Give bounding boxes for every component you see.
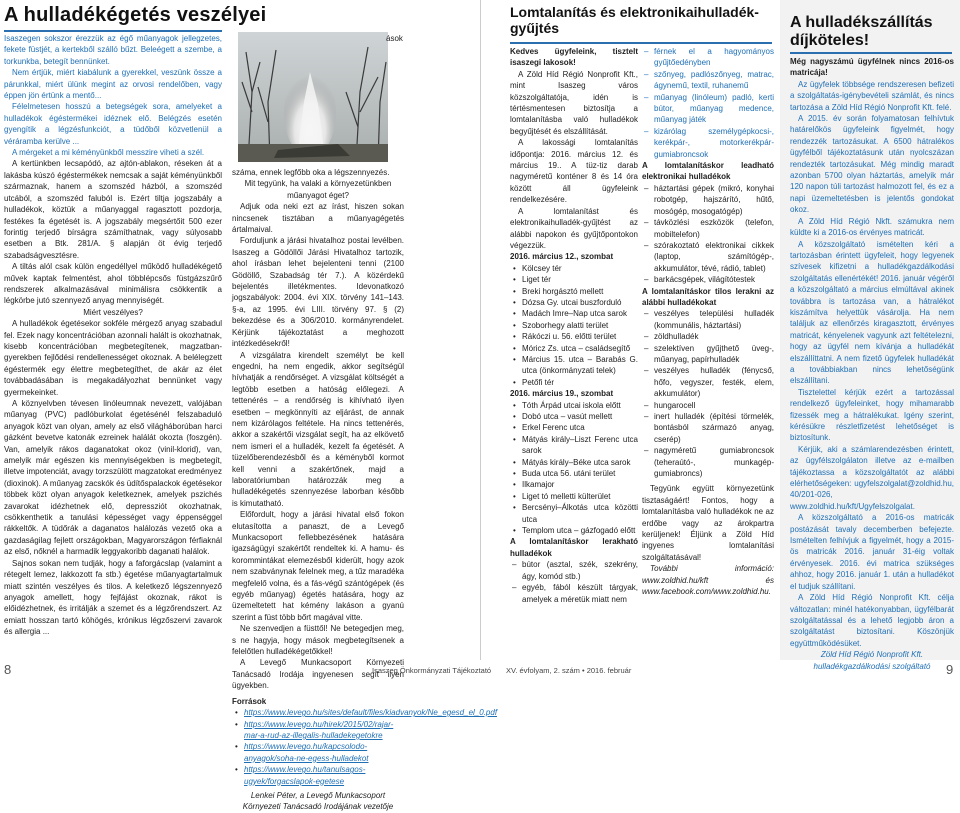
source-link[interactable]: https://www.levego.hu/sites/default/files/kiadvanyok/Ne_egesd_el_0.pdf <box>244 708 498 718</box>
banned-list <box>642 308 774 479</box>
list-item: • Templom utca – gázfogadó előtt <box>510 525 638 536</box>
paragraph: A lakossági lomtalanítás időpontja: 2016. március 12. és március 19.. A tüz-tiz darab nagyméretű konténer 8 és 14 óra között áll ügyfeleink rendelkezésére. <box>510 138 638 205</box>
more-info: További információ: www.zoldhid.hu/kft és www.facebook.com/www.zoldhid.hu. <box>642 564 774 597</box>
list-item: – szelektíven gyűjthető üveg-, műanyag, papírhulladék <box>642 343 774 366</box>
list-item: – háztartási gépek (mikró, konyhai robotgép, hajszárító, hűtő, mosógép, mosogatógép) <box>642 183 774 217</box>
list-item: – hungarocell <box>642 400 774 411</box>
lomtalanitas-column-2 <box>642 46 774 660</box>
electronics-heading: A lomtalanításkor leadható elektronikai hulladékok <box>642 161 774 182</box>
list-item: • Liget tó melletti külterület <box>510 491 638 502</box>
paragraph: A Zöld Híd Régió Nonprofit Kft. célja változatlan: minél hatékonyabban, ügyfélbarát szolgáltatással és a lehető legjobb áron a szolgáltatást biztosítani. Köszönjük együttműködésüket. <box>790 593 954 648</box>
intro-paragraph: Isaszegen sokszor érezzük az égő műanyagok jellegzetes, fekete füstjét, a kertekből szálló bűzt. Beleégett a szembe, a torkunkba, betegít bennünket. <box>4 34 222 66</box>
list-item: • Buda utca 56. utáni terület <box>510 468 638 479</box>
page-gutter <box>480 0 481 660</box>
photo-spacer <box>232 33 382 167</box>
sidebar-lead: Még nagyszámú ügyfélnek nincs 2016-os matricája! <box>790 57 954 78</box>
paragraph: Félelmetesen hosszú a betegségek sora, amelyeket a hulladékok égéstermékei idéznek elő. Belégzés esetén gyengítik a légzésfunkciót, a tüdőből közvetlenül a véráramba kerülve ... <box>4 102 222 146</box>
sidebar-text <box>790 56 954 671</box>
list-item: – zöldhulladék <box>642 331 774 342</box>
title-underline-right <box>510 42 772 44</box>
leadable-heading: A lomtalanításkor lerakható hulladékok <box>510 537 638 558</box>
paragraph: Kérjük, aki a számlarendezésben érintett, az ügyfélszolgálaton illetve az e-mailben tájékoztassa a közszolgáltatót az alábbi elérhetőségeken: ugyfelszolgalat@zoldhid.hu, 40/201-026, www.zoldhid.hu/kft/Ugyfelszolgalat. <box>790 444 954 511</box>
source-item <box>232 719 404 742</box>
source-item <box>232 741 404 764</box>
list-item: – szőnyeg, padlószőnyeg, matrac, ágynemű, textil, ruhanemű <box>642 69 774 92</box>
footer-right: XV. évfolyam, 2. szám • 2016. február <box>506 666 632 675</box>
sidebar-signature: Zöld Híd Régió Nonprofit Kft. hulladékgazdálkodási szolgáltató <box>813 650 931 671</box>
paragraph: Tisztelettel kérjük ezért a tartozással rendelkező ügyfeleinket, hogy mihamarabb fizessék meg a hátralékukat. Igény szerint, kérésükre részletfizetést lehetőséget is biztosítunk. <box>790 387 954 443</box>
page-title: A hulladékégetés veszélyei <box>4 4 267 26</box>
leadable-list-cont <box>642 46 774 160</box>
lomtalanitas-title: Lomtalanítás és elektronikaihulladék-gyűjtés <box>510 4 759 36</box>
paragraph: A tiltás alól csak külön engedéllyel működő hulladékégető művek kaptak felmentést, ahol többlépcsős füstgázszűrő rendszerek alkalmazásával minimálisra csökkentik a légkörbe jutó szennyező anyag mennyiségét. <box>4 262 222 306</box>
paragraph: A közszolgáltató ismételten kéri a tartozásban érintett ügyfeleit, hogy legyenek szívesek kifizetni a hulladékgazdálkodási szolgáltatás ellenértékét! 2016. január végéről a közszolgáltató a március elmúltával akinek továbbra is tartozása van, a hátralékot kiszámítva helyettük vásárolja. Ha nem találjuk az ellenőrzés kiragasztott, érvényes matricát, kényelenek vagyunk azt feltételezni, hogy az ügyfél nem kívánja a hulladékát elszállíttatni. A nem fizető ügyfelek hulladékát a továbbiakban nincs lehetőségünk elszállítani. <box>790 239 954 386</box>
source-link[interactable]: https://www.levego.hu/tanulsagos-ugyek/forgacslapok-egetese <box>244 765 366 786</box>
list-item: • Ilkamajor <box>510 479 638 490</box>
list-item: • Mátyás király–Béke utca sarok <box>510 457 638 468</box>
list-item: • Liget tér <box>510 274 638 285</box>
paragraph: A mérgeket a mi kéményünkből messzire viheti a szél. <box>12 148 205 158</box>
paragraph: A köznyelvben tévesen linóleumnak nevezett, valójában műanyag (PVC) padlóburkolat égetésénél felszabaduló anyagok közt van olyan, amely az első világháborúban harci gázként bevetve katonák ezreinek halálát okozta (foszgén). Van, amelyik rákos daganatokat okoz (vinil-klorid), van, amelyik már egészen kis mennyiségekben is megbetegít, illetve impotenciát, avagy torzszülött magzatokat eredményez (dioxinok). A műanyag zacskók és üdítőspalackok égetésekor többek közt olyan anyagok keletkeznek, amelyek pszichés zavarokat idézhetnek elő, depressziót okozhatnak, csökkenthetik a tanulási képességet vagy éppenséggel rákkeltők. A tüdőrák a daganatos halálozás vezető oka a gazdaságilag fejlett országokban, Magyarországon férfiaknál az első, nőknél a harmadik leggyakoribb daganati halálok. <box>4 399 222 557</box>
sources-heading: Források <box>232 696 267 706</box>
page-number-left: 8 <box>4 662 12 677</box>
author-credit: Lenkei Péter, a Levegő Munkacsoport Környezeti Tanácsadó Irodájának vezetője <box>242 790 394 812</box>
lomtalanitas-column-1 <box>510 46 638 660</box>
title-underline <box>4 30 222 32</box>
source-item <box>232 707 498 718</box>
paragraph: A kertünkben lecsapódó, az ajtón-ablakon, réseken át a lakásba kúszó égéstermékek nemcsak a saját kéményünkből származnak, hanem a szomszéd házból, a szomszéd utcából, a szomszéd faluból is. Ezért tiltja jogszabály a hulladékok, köztük a műanyaggal ragasztott pozdorja, festékes fa égetését is. A jogszabály megsértőit 500 ezer forintig terjedő bírságra számíthatnak, vagy súlyosabb esetben a Btk. 281/A. § alapján öt évig terjedő szabadságvesztésre. <box>4 159 222 260</box>
source-item <box>232 764 404 787</box>
paragraph: ások száma, ennek legfőbb oka a légszennyezés. <box>232 34 403 177</box>
list-item: – barkácsgépek, világítótestek <box>642 274 774 285</box>
collection-points-day2 <box>510 400 638 537</box>
list-item: • Kölcsey tér <box>510 263 638 274</box>
subheading: Mit tegyünk, ha valaki a környezetünkben műanyagot éget? <box>244 179 392 200</box>
footer-left: Isaszeg Önkormányzati Tájékoztató <box>372 666 492 675</box>
list-item: • Szoborhegy alatti terület <box>510 320 638 331</box>
list-item: – műanyag (linóleum) padló, kerti bútor, műanyag medence, műanyag játék <box>642 92 774 126</box>
list-item: • Mátyás király–Liszt Ferenc utca sarok <box>510 434 638 457</box>
list-item: • Petőfi tér <box>510 377 638 388</box>
list-item: • Bercsényi–Álkotás utca közötti utca <box>510 502 638 525</box>
paragraph: Forduljunk a járási hivatalhoz postai levélben. Isaszeg a Gödöllői Járási Hivatalhoz tartozik, ahol írásban lehet bejelenteni tenni (2100 Gödöllő, Szabadság tér 7.). A közérdekű bejelentés illetékmentes. Idevonatkozó jogszabályok: 2004. évi XIX. törvény 141–143. §-a, az 1995. évi LIII. törvény 97. § (2) bekezdése és a 306/2010. kormányrendelet. Kérjünk tájékoztatást a meghozott intézkedésekről! <box>232 236 404 349</box>
paragraph: Tegyünk együtt környezetünk tisztaságáért! Fontos, hogy a lomtalanításba való hulladékok ne az erdőbe vagy az árokpartra kerüljenek! Éljünk a Zöld Híd ingyenes lomtalanítási szolgáltatásával! <box>642 484 774 562</box>
paragraph: A Zöld Híd Régió Nkft. számukra nem küldte ki a 2016-os érvényes matricát. <box>790 216 954 238</box>
list-item: – nagyméretű gumiabroncsok (teheraútó-, munkagép-gumiabroncs) <box>642 445 774 479</box>
date-heading-2: 2016. március 19., szombat <box>510 389 614 399</box>
paragraph: A Levegő Munkacsoport Környezeti Tanácsadó Irodája ingyenesen segít ilyen ügyekben. <box>232 658 404 691</box>
greeting-heading: Kedves ügyfeleink, tisztelt isaszegi lakosok! <box>510 47 638 68</box>
list-item: – veszélyes hulladék (fénycső, hőfo, vegyszer, festék, elem, akkumulátor) <box>642 365 774 399</box>
electronics-list <box>642 183 774 286</box>
source-link[interactable]: https://www.levego.hu/kapcsolodo-anyagok/soha-ne-egess-hulladekot <box>244 742 369 763</box>
list-item: – távközlési eszközök (telefon, mobiltelefon) <box>642 217 774 240</box>
source-link[interactable]: https://www.levego.hu/hirek/2015/02/rajar-mar-a-rud-az-illegalis-hulladekegetokre <box>244 719 394 740</box>
paragraph: A lomtalanítást és elektronikaihulladék-gyűjtést az alábbi napokon és gyűjtőpontokon végezzük. <box>510 206 638 250</box>
sidebar-title: A hulladékszállítás díjköteles! <box>790 14 933 49</box>
list-item: • Tóth Árpád utcai iskola előtt <box>510 400 638 411</box>
list-item: • Rákóczi u. 56. előtti terület <box>510 331 638 342</box>
list-item: • Erkel Ferenc utca <box>510 422 638 433</box>
paragraph: A hulladékok égetésekor sokféle mérgező anyag szabadul fel. Ezek nagy koncentrációban azonnali halált is okozhatnak, kisebb koncentrációban megbetegítenek, magzatban-gyerekben fejlődési rendellenességet okoznak. A belélegzett égéstermék egy élettre megbetegíthet, de akár az élet továbbadásában is megakadályozhat bennünket vagy gyermekeinket. <box>4 319 222 397</box>
list-item: – egyéb, fából készült tárgyak, amelyek a méretük miatt nem <box>510 582 638 605</box>
list-item: • Madách Imre–Nap utca sarok <box>510 308 638 319</box>
list-item: • Móricz Zs. utca – családsegítő <box>510 343 638 354</box>
collection-points-day1 <box>510 263 638 388</box>
sidebar-title-underline <box>790 52 952 54</box>
date-heading-1: 2016. március 12., szombat <box>510 252 614 262</box>
article-column-1 <box>4 33 222 661</box>
list-item: – inert hulladék (építési törmelék, bontásból származó anyag, cserép) <box>642 411 774 445</box>
paragraph: Előfordult, hogy a járási hivatal első fokon elutasította a panaszt, de a Levegő Munkacsoport fellebbezésének hatására igazságügyi szakértőt rendeltek ki. A hamu- és korommintákat elemezésből kiderült, hogy azok nem szabványnak felelnek meg, a tűz maradéka megfelelő volna, és a fás-végű szántógépek (és egyéb műanyag) égetés hatására, hogy az üzemeltetett hat kémény lakáson a gyanú szerint a füst több bőrt magával vitte. <box>232 510 404 622</box>
paragraph: Adjuk oda neki ezt az írást, hiszen sokan nincsenek tisztában a műanyagégetés ártalmaival. <box>232 202 404 235</box>
list-item: • Breki horgásztó mellett <box>510 286 638 297</box>
list-item: • Március 15. utca – Barabás G. utca (önkormányzati telek) <box>510 354 638 377</box>
banned-heading: A lomtalanításkor tilos lerakni az alábbi hulladékokat <box>642 286 774 307</box>
sidebar-box <box>780 0 960 671</box>
list-item: – kizárólag személygépkocsi-, kerékpár-, motorkerékpár-gumiabroncsok <box>642 126 774 160</box>
paragraph: A Zöld Híd Régió Nonprofit Kft., mint Isaszeg város közszolgáltatója, idén is tértésmentesen biztosítja a lomtalanításba való hulladékok begyűjtését és elszállítását. <box>510 69 638 136</box>
list-item: – bútor (asztal, szék, szekrény, ágy, komód stb.) <box>510 559 638 582</box>
paragraph: Az ügyfelek többsége rendszeresen befizeti a szolgáltatás-igénybevételi számlát, és nincs tartozása a Zöld Híd Régió Nonprofit Kft. felé. <box>790 79 954 112</box>
paragraph: Nem értjük, miért kiabálunk a gyerekkel, veszünk össze a párunkkal, miért ülünk megint az orvosi rendelőben, vagy éppen jön értünk a mentő... <box>4 68 222 101</box>
paragraph: Sajnos sokan nem tudják, hogy a faforgácslap (valamint a rétegelt lemez, lakkozott fa stb.) égetése műanyagtartalmuk miatt szintén veszélyes és tilos. A keletkező légszennyező anyagok amellett, hogy fejfájást okoznak, rákot is előidézhetnek, és irritálják a szemet és a légzőrendszert. Az emiatt hosszan tartó köhögés, krónikus légzőszervi zavarok és allergia ... <box>4 558 222 637</box>
sources-list <box>232 707 498 787</box>
paragraph: Ne szenvedjen a füsttől! Ne betegedjen meg, s ne hagyja, hogy mások megbetegítsenek a felelőtlen hulladékégetőkkel! <box>232 624 404 657</box>
list-item: – férnek el a hagyományos gyűjtőedényben <box>642 46 774 69</box>
paragraph: A 2015. év során folyamatosan felhívtuk határelőkös ügyfeleink figyelmét, hogy rendezzék tartozásukat. A 6500 hátralékos ügyfélből tájékoztatásunk után nyolcszázan rendezték tartozásukat. Még mindig maradt azonban 5700 olyan háztartás, amelyik már 120 napon túli tartozást halmozott fel, és ez a napi üzemeltetésben is jelentős gondokat okoz. <box>790 114 954 215</box>
list-item: – szórakoztató elektronikai cikkek (laptop, számítógép-, akkumulátor, tévé, rádió, tablet) <box>642 240 774 274</box>
leadable-list <box>510 559 638 605</box>
list-item: • Dózsa Gy. utcai buszforduló <box>510 297 638 308</box>
page-number-right: 9 <box>946 662 954 677</box>
list-item: – veszélyes települési hulladék (kommunális, háztartási) <box>642 308 774 331</box>
list-item: • Dobó utca – vasút mellett <box>510 411 638 422</box>
paragraph: A vizsgálatra kirendelt személyt be kell engedni, ha nem engedik, akkor segítségül hívhatják a rendőrséget. A vizsgálat költségét a legtöbb esetben a hatóság előlegezi. A tettenérés – a rendőrség is kihívható ilyen esetben – megkönnyíti az eljárást, de annak nem kizárólagos feltétele. Ha nincs tettenérés, akkor a szakértői vizsgálat segít, ha az elkövető nem ismeri el a hulladék, kezelt fa égetését. A tüzelőberendezésből és a kéményből kormot kell venni a szakértőnek, majd a laboratóriumban határozzák meg a hulladékégetés szennyezése laborban később is kimutatható. <box>232 350 404 508</box>
subheading: Miért veszélyes? <box>83 307 143 317</box>
paragraph: A közszolgáltató a 2016-os matricák postázását tavaly decemberben befejezte. Ismételten felhívjuk a figyelmét, hogy a 2015-ös matricák 2016. január 31-éig voltak érvényesek. 2016. évi matrica szükséges ahhoz, hogy 2016. január 1. után a hulladékot el tudjuk szállítani. <box>790 513 954 591</box>
